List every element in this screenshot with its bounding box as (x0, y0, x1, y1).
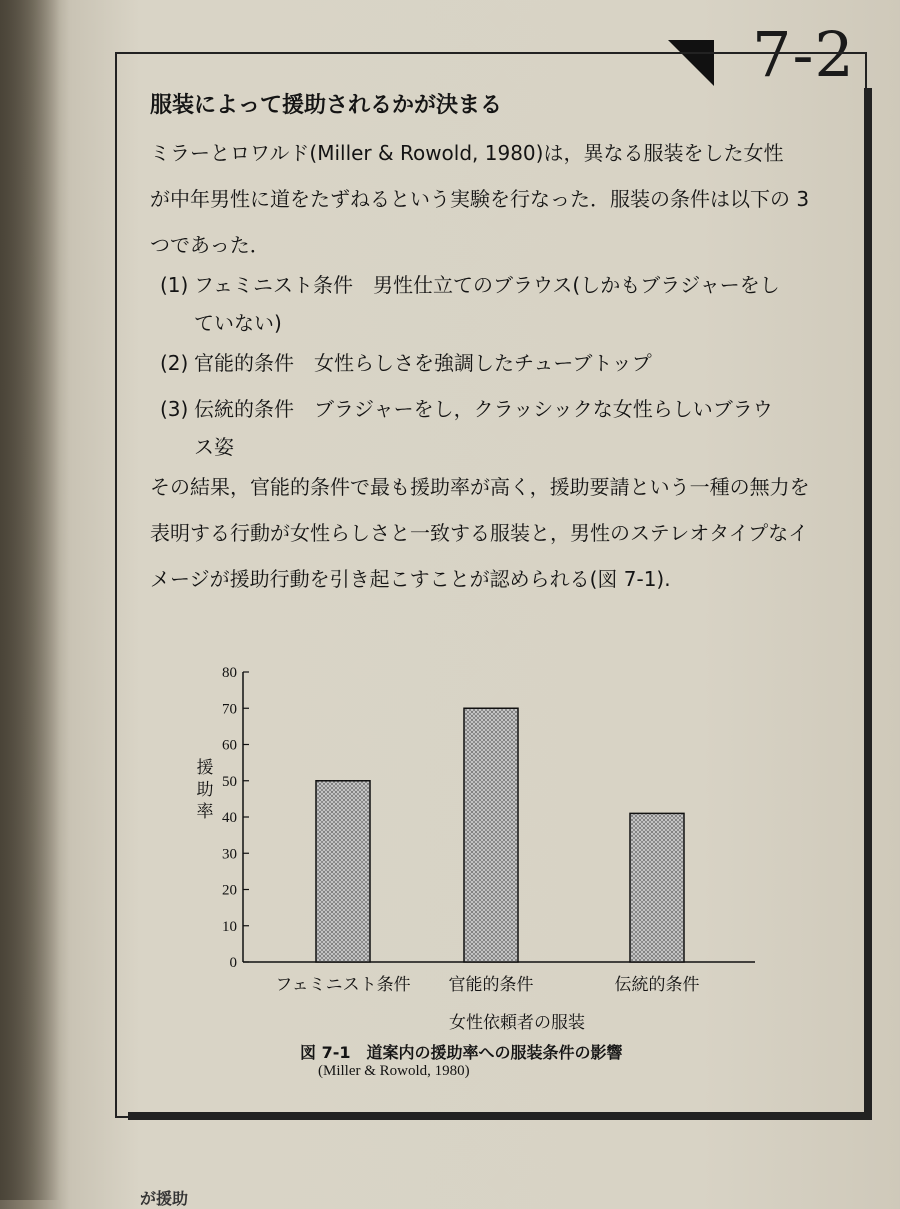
intro-line: つであった． (150, 233, 270, 257)
condition-item-1-cont: ていない) (194, 311, 282, 335)
figure-caption: 図 7-1 道案内の援助率への服装条件の影響 (300, 1043, 623, 1062)
condition-item-3-cont: ス姿 (194, 435, 234, 459)
condition-number: (1) (160, 273, 189, 297)
x-axis-label: 女性依頼者の服装 (449, 1013, 585, 1033)
y-tick-label: 60 (222, 737, 237, 754)
condition-text: フェミニスト条件 男性仕立てのブラウス(しかもブラジャーをし (194, 273, 780, 297)
condition-text: 官能的条件 女性らしさを強調したチューブトップ (194, 351, 652, 375)
x-tick-label: 伝統的条件 (614, 975, 700, 995)
condition-text: 伝統的条件 ブラジャーをし，クラッシックな女性らしいブラウ (194, 397, 773, 421)
x-tick-label: 官能的条件 (448, 975, 534, 995)
condition-number: (3) (160, 397, 189, 421)
x-tick-label: フェミニスト条件 (275, 975, 411, 995)
section-number: 7-2 (752, 18, 855, 91)
y-axis-label-char: 援 (196, 758, 214, 778)
y-axis-label-char: 率 (196, 802, 214, 822)
result-line: 表明する行動が女性らしさと一致する服装と，男性のステレオタイプなイ (150, 521, 809, 545)
bar-chart (195, 655, 775, 1040)
y-axis-label-char: 助 (196, 780, 214, 800)
y-tick-label: 40 (222, 810, 237, 826)
result-line: その結果，官能的条件で最も援助率が高く，援助要請という一種の無力を (150, 475, 810, 499)
intro-line: ミラーとロワルド(Miller & Rowold, 1980)は，異なる服装をした女性 (150, 141, 784, 165)
y-tick-label: 50 (222, 773, 237, 790)
bar (630, 813, 684, 962)
box-bottom-rule (128, 1112, 868, 1120)
book-gutter-shadow (0, 0, 60, 1200)
y-tick-label: 10 (222, 918, 237, 935)
box-right-rule (864, 88, 872, 1120)
result-line: メージが援助行動を引き起こすことが認められる(図 7-1). (150, 567, 671, 591)
y-tick-label: 70 (222, 701, 237, 718)
bar (464, 708, 518, 962)
y-tick-label: 0 (229, 955, 237, 971)
y-tick-label: 30 (222, 846, 237, 863)
intro-line: が中年男性に道をたずねるという実験を行なった．服装の条件は以下の 3 (150, 187, 810, 211)
condition-item-2 (160, 340, 850, 386)
bar (316, 781, 370, 962)
figure-source: (Miller & Rowold, 1980) (318, 1063, 470, 1079)
condition-number: (2) (160, 351, 189, 375)
next-page-fragment: が援助 (140, 1189, 189, 1208)
y-tick-label: 20 (222, 882, 237, 899)
y-tick-label: 80 (222, 665, 237, 681)
page-title: 服装によって援助されるかが決まる (150, 93, 503, 118)
